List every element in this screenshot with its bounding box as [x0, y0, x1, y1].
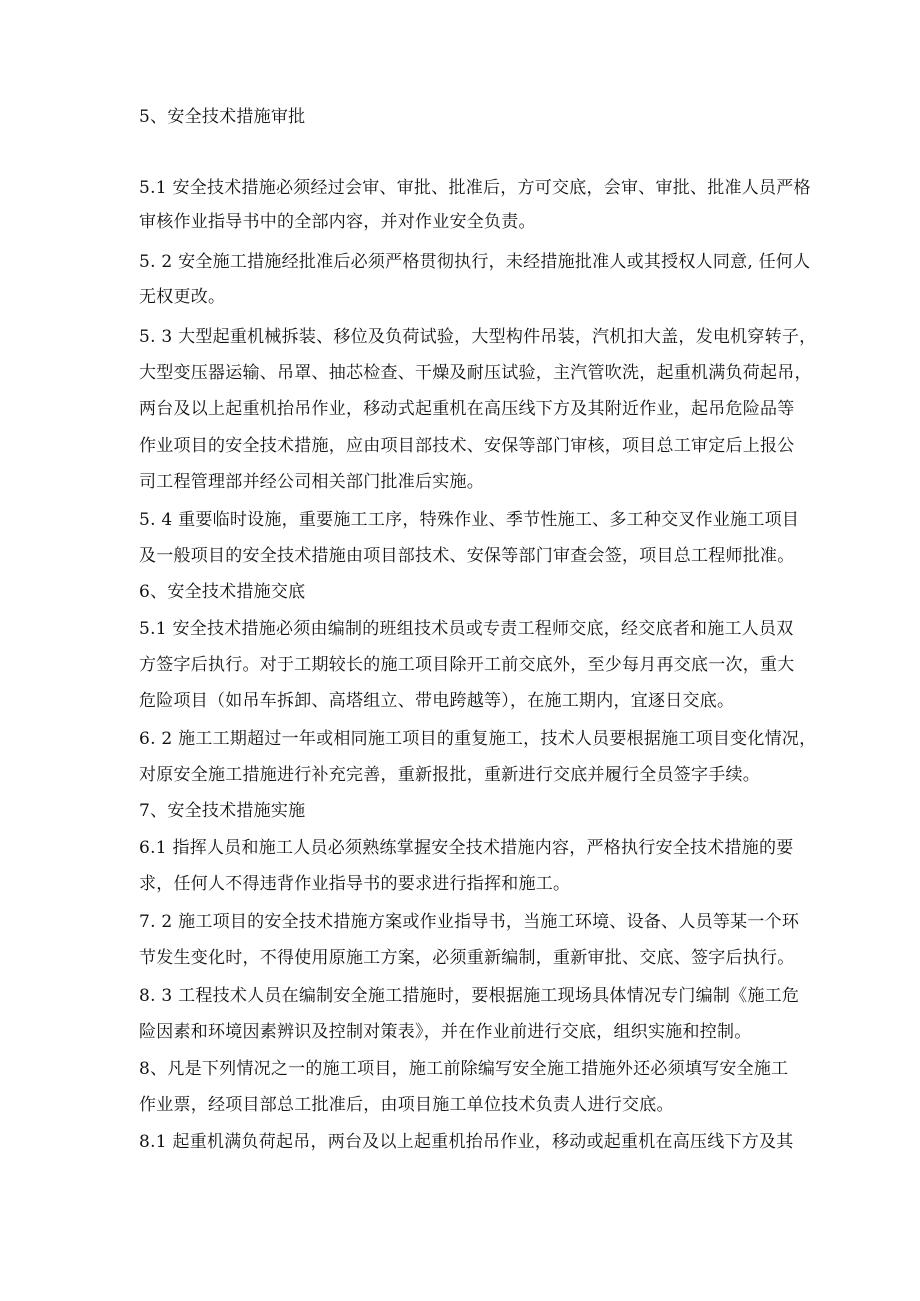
- clause-7-2-line-2: 节发生变化时，不得使用原施工方案，必须重新编制，重新审批、交底、签字后执行。: [139, 948, 795, 968]
- clause-7-1-line-2: 求，任何人不得违背作业指导书的要求进行指挥和施工。: [139, 874, 571, 894]
- section-heading-8-line-1: 8、凡是下列情况之一的施工项目，施工前除编写安全施工措施外还必须填写安全施工: [139, 1059, 789, 1079]
- clause-6-2-line-1: 6. 2 施工工期超过一年或相同施工项目的重复施工，技术人员要根据施工项目变化情况，: [139, 729, 817, 749]
- section-heading-6: 6、安全技术措施交底: [139, 582, 306, 602]
- clause-5-1-line-2: 审核作业指导书中的全部内容，并对作业安全负责。: [139, 212, 536, 232]
- clause-7-1-line-1: 6.1 指挥人员和施工人员必须熟练掌握安全技术措施内容，严格执行安全技术措施的要: [139, 838, 794, 858]
- clause-6-2-line-2: 对原安全施工措施进行补充完善，重新报批，重新进行交底并履行全员签字手续。: [139, 765, 760, 785]
- clause-5-3-line-3: 两台及以上起重机抬吊作业，移动式起重机在高压线下方及其附近作业，起吊危险品等: [139, 399, 795, 419]
- section-heading-5: 5、安全技术措施审批: [139, 107, 306, 127]
- clause-5-2-line-2: 无权更改。: [139, 287, 226, 307]
- clause-6-1-line-3: 危险项目（如吊车拆卸、高塔组立、带电跨越等），在施工期内，宜逐日交底。: [139, 691, 735, 711]
- section-heading-7: 7、安全技术措施实施: [139, 801, 306, 821]
- clause-7-3-line-1: 8. 3 工程技术人员在编制安全施工措施时，要根据施工现场具体情况专门编制《施工危: [139, 986, 800, 1006]
- clause-5-4-line-2: 及一般项目的安全技术措施由项目部技术、安保等部门审查会签，项目总工程师批准。: [139, 546, 795, 566]
- clause-7-2-line-1: 7. 2 施工项目的安全技术措施方案或作业指导书，当施工环境、设备、人员等某一个环: [139, 912, 800, 932]
- clause-5-3-line-2: 大型变压器运输、吊罩、抽芯检查、干燥及耐压试验，主汽管吹洗，起重机满负荷起吊，: [139, 363, 812, 383]
- clause-5-3-line-5: 司工程管理部并经公司相关部门批准后实施。: [139, 472, 484, 492]
- clause-6-1-line-1: 5.1 安全技术措施必须由编制的班组技术员或专责工程师交底，经交底者和施工人员双: [139, 619, 794, 639]
- clause-5-2-line-1: 5. 2 安全施工措施经批准后必须严格贯彻执行，未经措施批准人或其授权人同意, 任何人: [139, 252, 811, 272]
- clause-8-1-line-1: 8.1 起重机满负荷起吊，两台及以上起重机抬吊作业，移动或起重机在高压线下方及其: [139, 1132, 794, 1152]
- clause-5-4-line-1: 5. 4 重要临时设施，重要施工工序，特殊作业、季节性施工、多工种交叉作业施工项目: [139, 510, 800, 530]
- clause-5-3-line-1: 5. 3 大型起重机械拆装、移位及负荷试验，大型构件吊装，汽机扣大盖，发电机穿转子，: [139, 327, 817, 347]
- clause-6-1-line-2: 方签字后执行。对于工期较长的施工项目除开工前交底外，至少每月再交底一次，重大: [139, 655, 795, 675]
- clause-5-3-line-4: 作业项目的安全技术措施，应由项目部技术、安保等部门审核，项目总工审定后上报公: [139, 436, 795, 456]
- clause-7-3-line-2: 险因素和环境因素辨识及控制对策表》，并在作业前进行交底，组织实施和控制。: [139, 1022, 752, 1042]
- section-heading-8-line-2: 作业票，经项目部总工批准后，由项目施工单位技术负责人进行交底。: [139, 1095, 674, 1115]
- clause-5-1-line-1: 5.1 安全技术措施必须经过会审、审批、批准后，方可交底，会审、审批、批准人员严格: [139, 178, 811, 198]
